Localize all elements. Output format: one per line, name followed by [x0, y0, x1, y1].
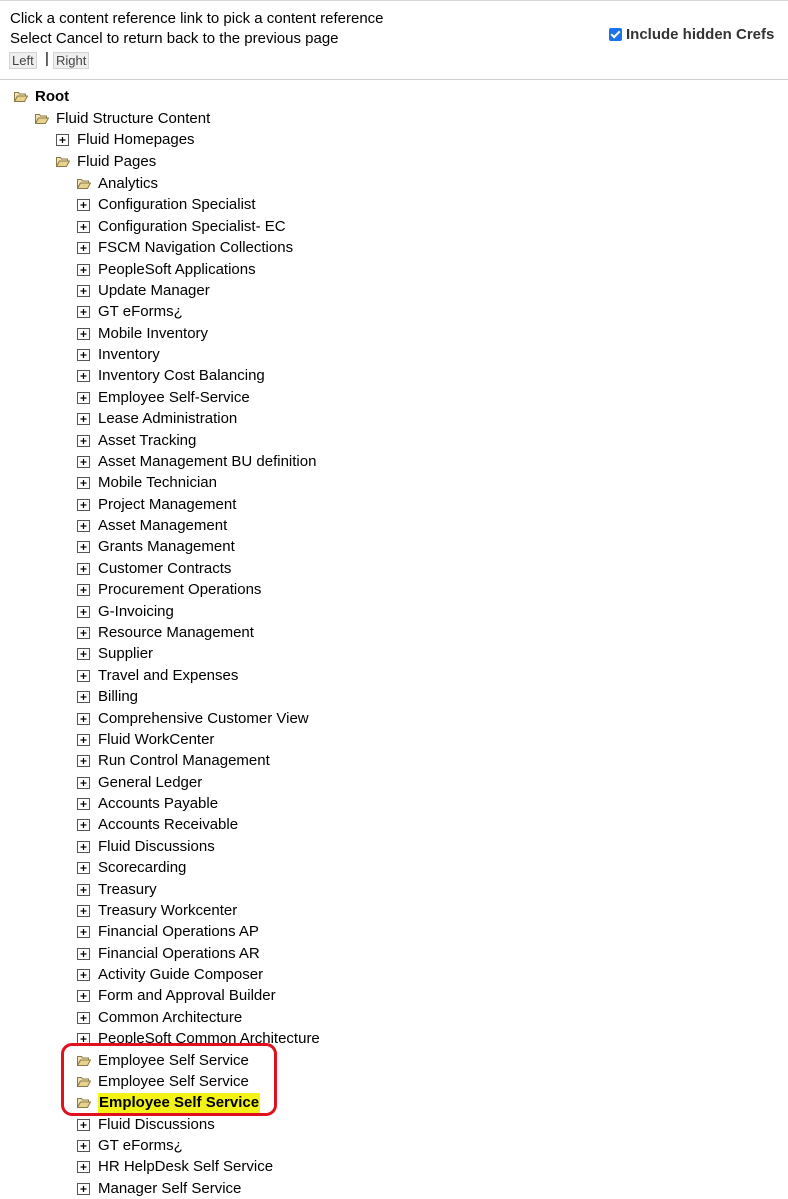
- expand-plus-icon[interactable]: [77, 670, 91, 682]
- left-button[interactable]: Left: [9, 52, 37, 69]
- tree-item[interactable]: [77, 623, 254, 643]
- tree-label-fluid-homepages: Fluid Homepages: [77, 131, 195, 148]
- tree-item-label[interactable]: PeopleSoft Applications: [98, 260, 256, 278]
- tree-item[interactable]: [77, 260, 256, 280]
- tree-item[interactable]: [77, 1008, 242, 1028]
- tree-item-label[interactable]: Configuration Specialist: [98, 196, 256, 214]
- expand-plus-icon[interactable]: [77, 285, 91, 297]
- tree-item[interactable]: [77, 602, 174, 622]
- expand-plus-icon[interactable]: [77, 541, 91, 553]
- expand-plus-icon[interactable]: [77, 1012, 91, 1024]
- expand-plus-icon[interactable]: [77, 734, 91, 746]
- expand-plus-icon[interactable]: [77, 1161, 91, 1173]
- expand-plus-icon[interactable]: [77, 349, 91, 361]
- tree-item-label[interactable]: Treasury: [98, 880, 157, 898]
- expand-plus-icon[interactable]: [77, 413, 91, 425]
- include-hidden-crefs[interactable]: [609, 26, 774, 43]
- tree-item-label[interactable]: Lease Administration: [98, 410, 238, 428]
- tree-item-label[interactable]: Activity Guide Composer: [98, 966, 264, 984]
- expand-plus-icon[interactable]: [77, 841, 91, 853]
- expand-plus-icon[interactable]: [77, 242, 91, 254]
- tree-item-label[interactable]: Accounts Receivable: [98, 816, 239, 834]
- tree-node-fluid-homepages[interactable]: [56, 130, 195, 150]
- highlight-callout-box: [61, 1043, 277, 1116]
- tree-item[interactable]: [77, 1157, 273, 1177]
- tree-item-label[interactable]: Financial Operations AP: [98, 923, 259, 941]
- expand-plus-icon[interactable]: [77, 627, 91, 639]
- tree-item-label[interactable]: Grants Management: [98, 538, 235, 556]
- tree-node-fluid-structure-content[interactable]: [35, 109, 210, 129]
- tree-item[interactable]: [77, 580, 261, 600]
- expand-plus-icon[interactable]: [77, 777, 91, 789]
- tree-item[interactable]: [77, 880, 157, 900]
- tree-item-label[interactable]: Accounts Payable: [98, 795, 219, 813]
- folder-open-icon: [77, 178, 91, 190]
- tree-item[interactable]: [77, 837, 215, 857]
- tree-item[interactable]: [77, 751, 270, 771]
- tree-item[interactable]: [77, 345, 160, 365]
- tree-item[interactable]: [77, 302, 183, 322]
- tree-item-label[interactable]: PeopleSoft Common Architecture: [98, 1030, 320, 1048]
- tree-label-fluid-structure-content: Fluid Structure Content: [56, 110, 211, 127]
- tree-item-label[interactable]: Resource Management: [98, 623, 254, 641]
- folder-open-icon: [14, 91, 28, 103]
- expand-plus-icon[interactable]: [77, 221, 91, 233]
- page-header: [0, 0, 788, 80]
- tree-item[interactable]: [77, 238, 293, 258]
- tree-item[interactable]: [77, 217, 286, 237]
- nav-separator: |: [45, 50, 49, 67]
- include-hidden-checkbox[interactable]: [609, 28, 622, 41]
- tree-item[interactable]: [77, 687, 138, 707]
- tree-item[interactable]: [77, 409, 237, 429]
- expand-plus-icon[interactable]: [77, 606, 91, 618]
- tree-item[interactable]: [77, 195, 256, 215]
- tree-label-fluid-pages: Fluid Pages: [77, 153, 157, 170]
- tree-node-fluid-pages[interactable]: [56, 152, 156, 172]
- tree-item-label[interactable]: G-Invoicing: [98, 602, 174, 620]
- expand-plus-icon[interactable]: [56, 134, 70, 146]
- tree-item-label[interactable]: Inventory: [98, 346, 160, 364]
- tree-label-root: Root: [35, 88, 70, 105]
- tree-item[interactable]: [77, 281, 210, 301]
- tree-item[interactable]: [77, 709, 309, 729]
- tree-item-label[interactable]: Asset Tracking: [98, 431, 197, 449]
- tree-item-label[interactable]: Scorecarding: [98, 859, 187, 877]
- include-hidden-label: Include hidden Crefs: [626, 26, 775, 43]
- tree-item-label[interactable]: Employee Self Service: [98, 1072, 249, 1090]
- tree-item-label[interactable]: Run Control Management: [98, 752, 270, 770]
- expand-plus-icon[interactable]: [77, 1140, 91, 1152]
- expand-plus-icon[interactable]: [77, 520, 91, 532]
- expand-plus-icon[interactable]: [77, 905, 91, 917]
- expand-plus-icon[interactable]: [77, 648, 91, 660]
- tree-item[interactable]: [77, 452, 316, 472]
- tree-item-label[interactable]: Fluid Discussions: [98, 1115, 215, 1133]
- expand-plus-icon[interactable]: [77, 435, 91, 447]
- expand-plus-icon[interactable]: [77, 713, 91, 725]
- tree-item[interactable]: [77, 922, 259, 942]
- right-button[interactable]: Right: [53, 52, 89, 69]
- tree-item[interactable]: [77, 794, 218, 814]
- tree-item[interactable]: [77, 324, 208, 344]
- tree-item-label[interactable]: Asset Management: [98, 517, 228, 535]
- tree-item-label[interactable]: Customer Contracts: [98, 559, 232, 577]
- expand-plus-icon[interactable]: [77, 264, 91, 276]
- tree-item-label[interactable]: Billing: [98, 688, 139, 706]
- tree-item-label[interactable]: Project Management: [98, 495, 237, 513]
- tree-item-label[interactable]: Travel and Expenses: [98, 666, 239, 684]
- tree-item-label[interactable]: Inventory Cost Balancing: [98, 367, 265, 385]
- tree-item-label[interactable]: GT eForms¿: [98, 303, 183, 321]
- expand-plus-icon[interactable]: [77, 499, 91, 511]
- tree-label-highlighted[interactable]: Employee Self Service: [99, 1094, 260, 1112]
- tree-item[interactable]: [77, 901, 237, 921]
- folder-open-icon: [56, 156, 70, 168]
- expand-plus-icon[interactable]: [77, 456, 91, 468]
- tree-item[interactable]: [77, 516, 227, 536]
- tree-item-label[interactable]: Treasury Workcenter: [98, 901, 238, 919]
- tree-item-label[interactable]: Form and Approval Builder: [98, 987, 276, 1005]
- tree-item[interactable]: [77, 1115, 215, 1135]
- tree-item[interactable]: [77, 986, 276, 1006]
- tree-item-label[interactable]: Mobile Technician: [98, 474, 217, 492]
- expand-plus-icon[interactable]: [77, 477, 91, 489]
- tree-item-label[interactable]: HR HelpDesk Self Service: [98, 1158, 274, 1176]
- tree-item[interactable]: [77, 773, 202, 793]
- tree-item[interactable]: [77, 1179, 241, 1199]
- tree-item-label[interactable]: Employee Self-Service: [98, 388, 250, 406]
- tree-item[interactable]: [77, 858, 186, 878]
- tree-item-label[interactable]: Analytics: [98, 175, 159, 192]
- tree-item-label[interactable]: Update Manager: [98, 281, 210, 299]
- tree-item-label[interactable]: Employee Self Service: [98, 1051, 249, 1069]
- tree-item[interactable]: [77, 944, 260, 964]
- tree-item[interactable]: [77, 366, 265, 386]
- tree-item-label[interactable]: Comprehensive Customer View: [98, 709, 309, 727]
- expand-plus-icon[interactable]: [77, 819, 91, 831]
- tree-item-label[interactable]: Common Architecture: [98, 1008, 243, 1026]
- tree-item-label[interactable]: GT eForms¿: [98, 1137, 183, 1155]
- expand-plus-icon[interactable]: [77, 392, 91, 404]
- tree-item-label[interactable]: Financial Operations AR: [98, 944, 260, 962]
- tree-item-label[interactable]: FSCM Navigation Collections: [98, 239, 294, 257]
- tree-item[interactable]: [77, 431, 196, 451]
- expand-plus-icon[interactable]: [77, 798, 91, 810]
- expand-plus-icon[interactable]: [77, 1183, 91, 1195]
- tree-item[interactable]: [77, 495, 236, 515]
- expand-plus-icon[interactable]: [77, 563, 91, 575]
- tree-item[interactable]: [77, 174, 158, 194]
- tree-item-label[interactable]: Procurement Operations: [98, 581, 262, 599]
- tree-item-label[interactable]: General Ledger: [98, 773, 203, 791]
- tree-item[interactable]: [77, 1136, 183, 1156]
- expand-plus-icon[interactable]: [77, 755, 91, 767]
- tree-item-label[interactable]: Fluid WorkCenter: [98, 730, 215, 748]
- tree-item-label[interactable]: Fluid Discussions: [98, 837, 215, 855]
- tree-item-label[interactable]: Asset Management BU definition: [98, 452, 317, 470]
- tree-item[interactable]: [77, 815, 238, 835]
- expand-plus-icon[interactable]: [77, 884, 91, 896]
- expand-plus-icon[interactable]: [77, 948, 91, 960]
- tree-item-label[interactable]: Mobile Inventory: [98, 324, 209, 342]
- expand-plus-icon[interactable]: [77, 370, 91, 382]
- tree-item[interactable]: [77, 666, 238, 686]
- folder-open-icon: [35, 113, 49, 125]
- expand-plus-icon[interactable]: [77, 990, 91, 1002]
- expand-plus-icon[interactable]: [77, 926, 91, 938]
- tree-item[interactable]: [77, 965, 263, 985]
- expand-plus-icon[interactable]: [77, 691, 91, 703]
- tree-node-root[interactable]: [14, 87, 69, 107]
- expand-plus-icon[interactable]: [77, 862, 91, 874]
- instruction-text-2: Select Cancel to return back to the previous page: [10, 30, 339, 47]
- tree-item[interactable]: [77, 473, 217, 493]
- expand-plus-icon[interactable]: [77, 328, 91, 340]
- instruction-text-1: Click a content reference link to pick a content reference: [10, 10, 384, 27]
- tree-item[interactable]: [77, 537, 235, 557]
- expand-plus-icon[interactable]: [77, 306, 91, 318]
- tree-item-label[interactable]: Manager Self Service: [98, 1179, 242, 1197]
- expand-plus-icon[interactable]: [77, 584, 91, 596]
- tree-item[interactable]: [77, 730, 214, 750]
- tree-item-label[interactable]: Configuration Specialist- EC: [98, 217, 286, 235]
- tree-item[interactable]: [77, 644, 153, 664]
- expand-plus-icon[interactable]: [77, 969, 91, 981]
- tree-item-label[interactable]: Supplier: [98, 645, 154, 663]
- expand-plus-icon[interactable]: [77, 199, 91, 211]
- tree-item[interactable]: [77, 388, 250, 408]
- expand-plus-icon[interactable]: [77, 1119, 91, 1131]
- tree-item[interactable]: [77, 559, 231, 579]
